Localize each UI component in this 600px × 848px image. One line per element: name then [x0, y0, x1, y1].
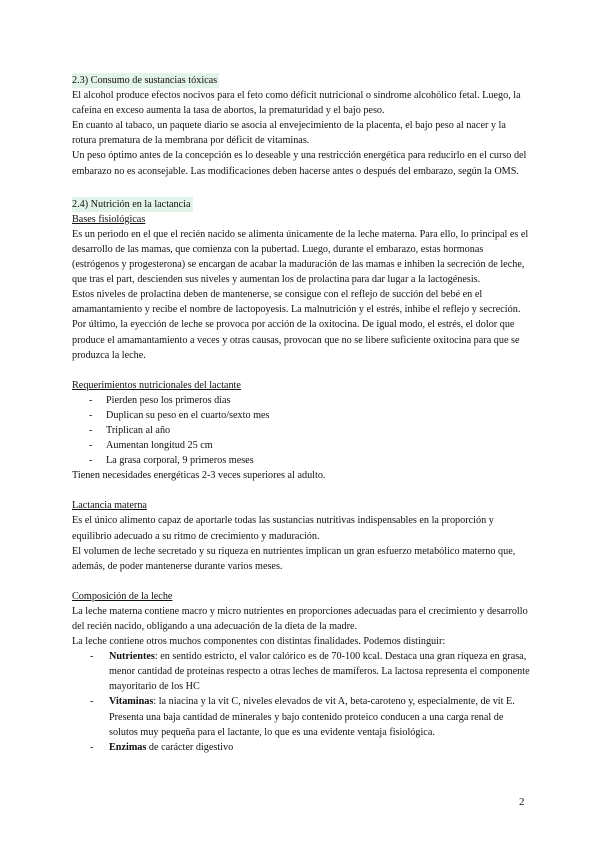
paragraph: En cuanto al tabaco, un paquete diario se asocia al envejecimiento de la placenta, el bajo peso al nacer y la rotura prematura de la membrana por déficit de vitaminas.: [72, 120, 506, 147]
dash-marker: -: [89, 424, 93, 436]
list-item: - La grasa corporal, 9 primeros meses: [72, 453, 532, 468]
subheading-lactancia: Lactancia materna: [72, 500, 147, 512]
subheading-composicion: Composición de la leche: [72, 590, 173, 602]
composicion-list: [72, 649, 532, 755]
paragraph: El volumen de leche secretado y su riqueza en nutrientes implican un gran esfuerzo metabólico materno que, además, de poder mantenerse durante varios meses.: [72, 545, 516, 572]
list-item: - Triplican al año: [72, 423, 532, 438]
paragraph: Es el único alimento capaz de aportarle todas las sustancias nutritivas indispensables en la proporción y equilibrio adecuado a su ritmo de crecimiento y maduración.: [72, 515, 494, 542]
list-item: - Aumentan longitud 25 cm: [72, 438, 532, 453]
dash-marker: -: [89, 409, 93, 421]
page-number: 2: [519, 796, 525, 808]
section-heading: 2.3) Consumo de sustancias tóxicas: [72, 73, 219, 88]
subheading-bases: Bases fisiológicas: [72, 213, 146, 225]
paragraph: Estos niveles de prolactina deben de mantenerse, se consigue con el reflejo de succión del bebé en el amamantamiento y recibe el nombre de lactopoyesis. La malnutrición y el estrés, inhibe el reflejo y secreción.: [72, 289, 521, 316]
dash-marker: -: [89, 455, 93, 467]
paragraph: El alcohol produce efectos nocivos para el feto como déficit nutricional o síndrome alcohólico fetal. Luego, la cafeína en exceso aumenta la tasa de abortos, la prematuridad y el bajo peso.: [72, 90, 521, 117]
list-item: - Pierden peso los primeros días: [72, 393, 532, 408]
term: Enzimas: [109, 741, 147, 753]
paragraph: Tienen necesidades energéticas 2-3 veces superiores al adulto.: [72, 470, 326, 482]
paragraph: La leche contiene otros muchos componentes con distintas finalidades. Podemos distinguir:: [72, 636, 446, 648]
dash-marker: -: [90, 651, 94, 663]
dash-marker: -: [89, 394, 93, 406]
dash-marker: -: [90, 741, 94, 753]
requerimientos-list: [72, 393, 532, 468]
term: Vitaminas: [109, 696, 154, 708]
document-page: [72, 70, 532, 755]
list-item: - Enzimas de carácter digestivo: [72, 740, 532, 755]
section-heading: 2.4) Nutrición en la lactancia: [72, 197, 193, 212]
section-2-4: [72, 194, 532, 755]
term: Nutrientes: [109, 651, 155, 663]
dash-marker: -: [90, 696, 94, 708]
subheading-requerimientos: Requerimientos nutricionales del lactante: [72, 379, 241, 391]
list-item: - Vitaminas: la niacina y la vit C, niveles elevados de vit A, beta-caroteno y, especialmente, de vit E. Presenta una baja cantidad de minerales y bajo contenido proteico conducen a una carga renal de solutos muy pequeña para el lactante, lo que es una evidente ventaja fisiológica.: [90, 696, 515, 738]
paragraph: Es un periodo en el que el recién nacido se alimenta únicamente de la leche materna. Para ello, lo principal es el desarrollo de las mamas, que comienza con la pubertad. Luego, durante el embarazo, estas hormonas (estrógenos y progesterona) se encargan de acabar la maduración de las mamas e inhiben la secreción de leche, que tras el part, descienden sus niveles y aumentan los de prolactina para dar lugar a la lactogénesis.: [72, 228, 529, 286]
paragraph: La leche materna contiene macro y micro nutrientes en proporciones adecuadas para el crecimiento y desarrollo del recién nacido, obligando a una adecuación de la dieta de la madre.: [72, 605, 528, 632]
section-2-3: [72, 70, 532, 179]
paragraph: Por último, la eyección de leche se provoca por acción de la oxitocina. De igual modo, el estrés, el dolor que produce el amamantamiento a veces y otras causas, provocan que no se libere suficiente oxitocina para que se produzca la leche.: [72, 319, 520, 361]
list-item: - Nutrientes: en sentido estricto, el valor calórico es de 70-100 kcal. Destaca una gran riqueza en grasa, menor cantidad de proteínas respecto a otras leches de mamíferos. La lactosa representa el componente mayoritario de los HC: [90, 651, 530, 693]
dash-marker: -: [89, 440, 93, 452]
paragraph: Un peso óptimo antes de la concepción es lo deseable y una restricción energética para reducirlo en el curso del embarazo no es aconsejable. Las modificaciones deben hacerse antes o después del embarazo, según la OMS.: [72, 150, 527, 177]
list-item: - Duplican su peso en el cuarto/sexto mes: [72, 408, 532, 423]
